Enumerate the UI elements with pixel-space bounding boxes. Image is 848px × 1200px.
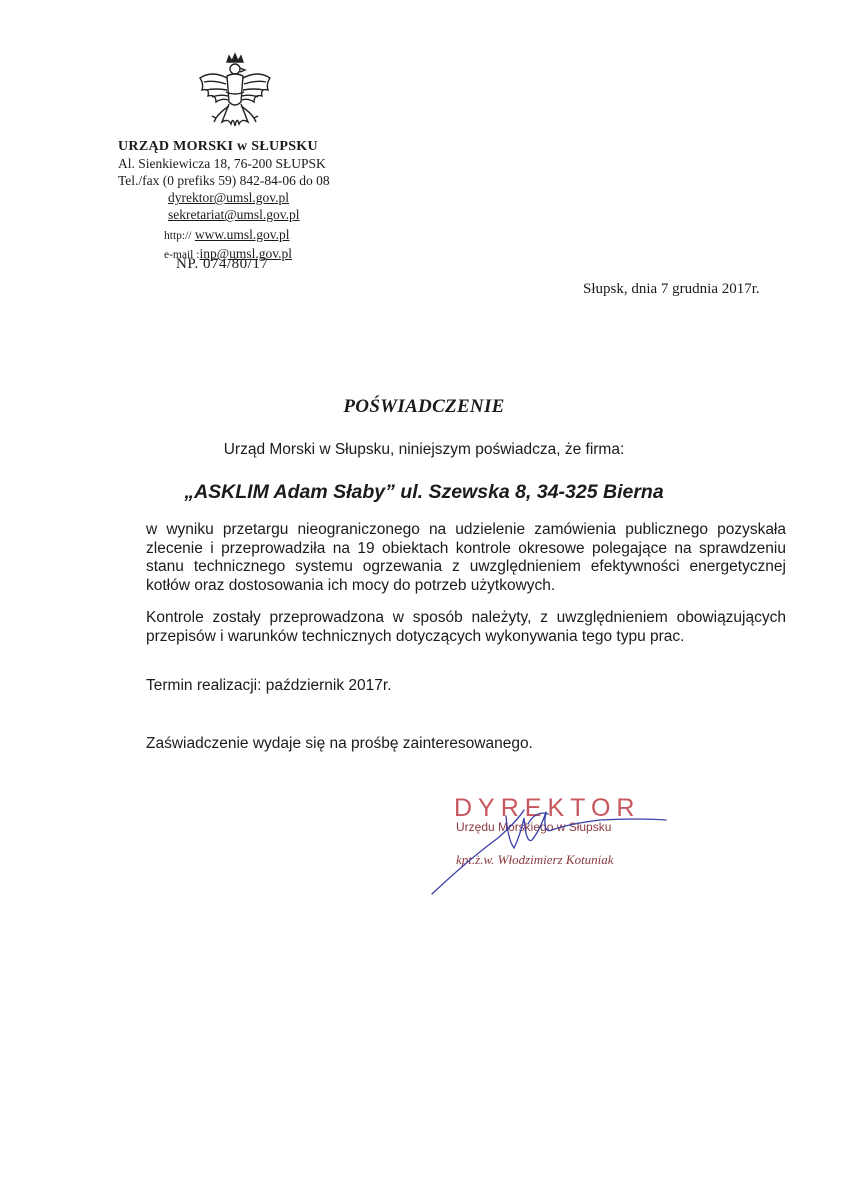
stamp-title: DYREKTOR: [454, 794, 641, 822]
email-secretariat-link[interactable]: sekretariat@umsl.gov.pl: [168, 207, 300, 222]
stamp-line-name: kpt.ż.w. Włodzimierz Kotuniak: [456, 852, 614, 867]
website-link[interactable]: www.umsl.gov.pl: [194, 227, 290, 242]
stamp-line-institution: Urzędu Morskiego w Słupsku: [456, 820, 612, 834]
email-director-link[interactable]: dyrektor@umsl.gov.pl: [168, 190, 290, 205]
document-heading: POŚWIADCZENIE: [343, 396, 505, 417]
handwritten-signature: [428, 790, 688, 900]
coat-of-arms-eagle-icon: [196, 52, 274, 138]
reference-number: NP. 074/80/17: [176, 256, 269, 272]
web-prefix: http://: [164, 230, 192, 242]
letterhead: [118, 138, 378, 264]
paragraph-term: Termin realizacji: październik 2017r.: [146, 677, 392, 694]
paragraph-quality: Kontrole zostały przeprowadzona w sposób należyty, z uwzględnieniem obowiązujących przepisów i warunków technicznych dotyczących wykonywania tego typu prac.: [146, 609, 786, 645]
paragraph-scope: w wyniku przetargu nieograniczonego na udzielenie zamówienia publicznego pozyskała zlecenie i przeprowadziła na 19 obiektach kontrole okresowe polegające na sprawdzeniu stanu technicznego systemu ogrzewania z uwzględnieniem efektywności energetycznej kotłów oraz dostosowania ich mocy do potrzeb użytkowych.: [146, 521, 786, 594]
firm-name: „ASKLIM Adam Słaby” ul. Szewska 8, 34-325 Bierna: [184, 481, 664, 503]
intro-text: Urząd Morski w Słupsku, niniejszym poświadcza, że firma:: [223, 441, 625, 458]
institution-name: URZĄD MORSKI w SŁUPSKU: [118, 139, 318, 154]
institution-phone: Tel./fax (0 prefiks 59) 842-84-06 do 08: [118, 173, 330, 188]
email-inp-link[interactable]: inp@umsl.gov.pl: [199, 246, 293, 261]
date-line: Słupsk, dnia 7 grudnia 2017r.: [583, 281, 760, 297]
institution-address: Al. Sienkiewicza 18, 76-200 SŁUPSK: [118, 156, 326, 171]
email-prefix: e-mail :: [164, 249, 200, 261]
paragraph-request: Zaświadczenie wydaje się na prośbę zainteresowanego.: [146, 735, 533, 752]
